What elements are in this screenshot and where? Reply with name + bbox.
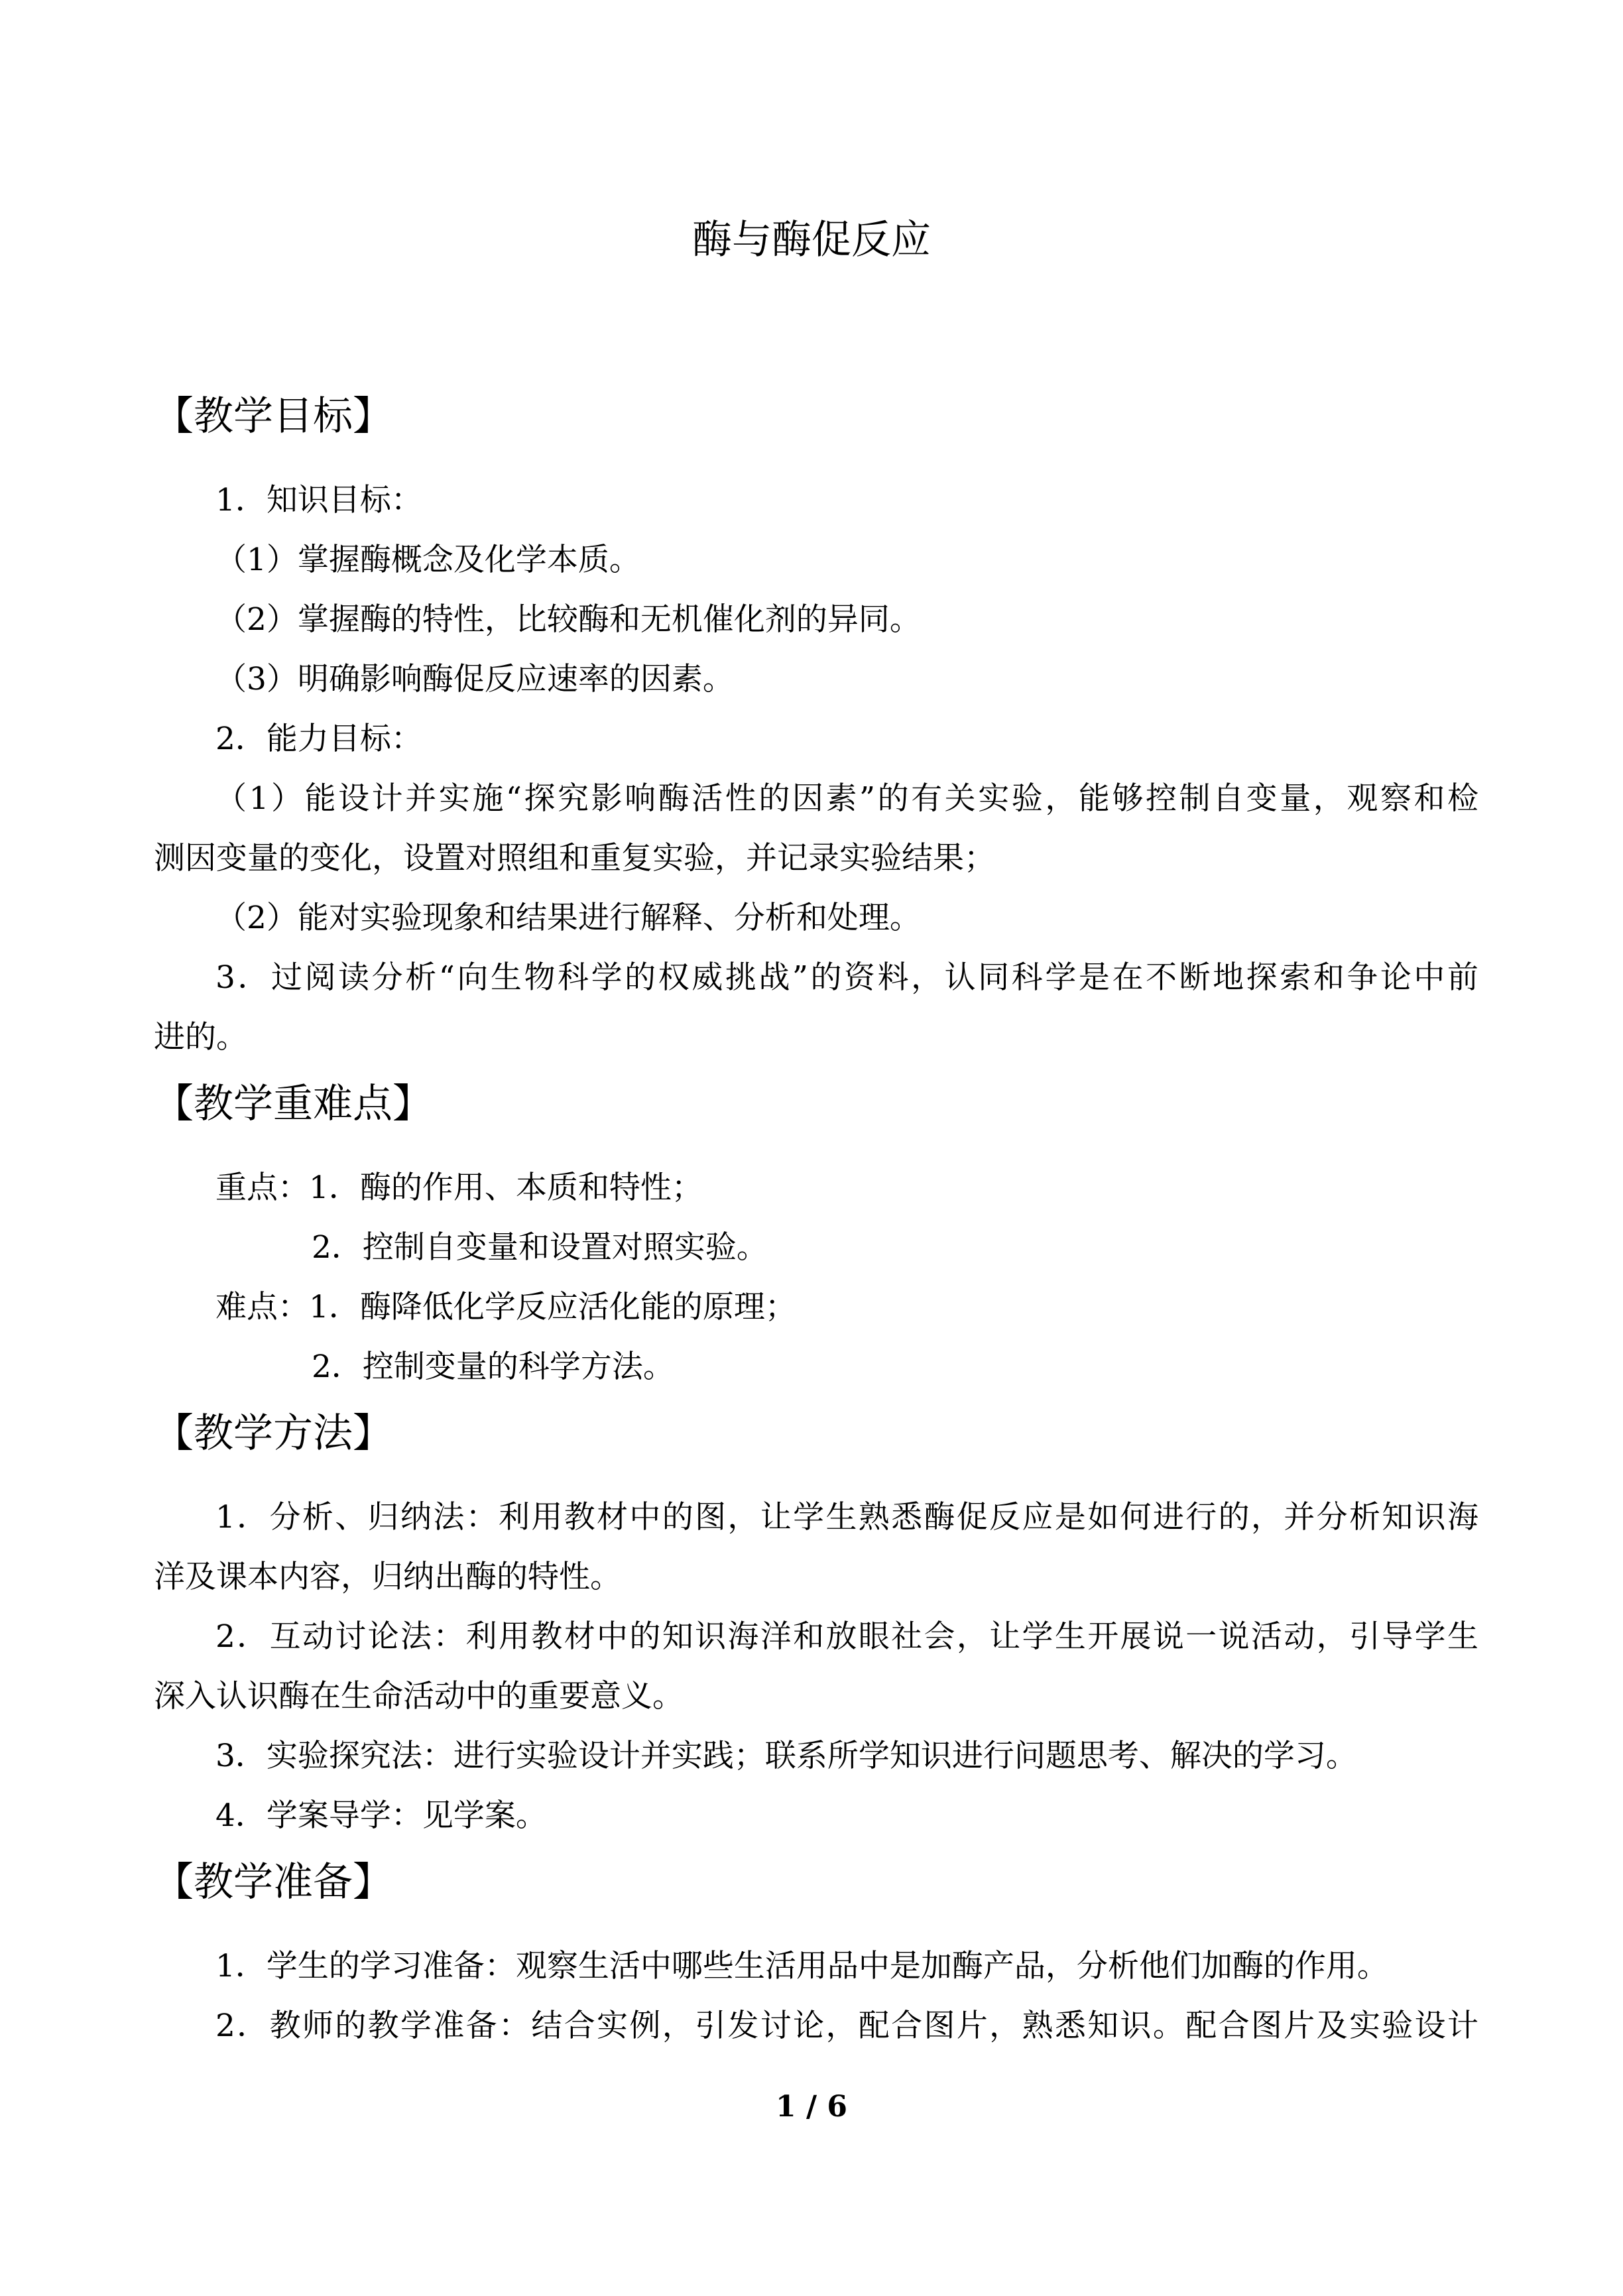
document-title: 酶与酶促反应 [692,217,931,263]
objectives-line: （2）掌握酶的特性，比较酶和无机催化剂的异同。 [215,601,921,638]
key-points-line: 难点：1．酶降低化学反应活化能的原理； [215,1289,796,1325]
objectives-line: （3）明确影响酶促反应速率的因素。 [215,661,734,697]
objectives-line: （1）能设计并实施“探究影响酶活性的因素”的有关实验，能够控制自变量，观察和检 [215,780,1478,817]
objectives-line: 1．知识目标： [215,482,422,518]
methods-line: 1．分析、归纳法：利用教材中的图，让学生熟悉酶促反应是如何进行的，并分析知识海 [215,1499,1478,1536]
objectives-line: 2．能力目标： [215,721,422,757]
methods-line: 4．学案导学：见学案。 [215,1797,547,1834]
key-points-line: 2．控制变量的科学方法。 [312,1349,674,1385]
objectives-line: 测因变量的变化，设置对照组和重复实验，并记录实验结果； [154,840,995,876]
methods-line: 深入认识酶在生命活动中的重要意义。 [154,1678,684,1715]
section-heading-key-points: 【教学重难点】 [154,1081,432,1127]
methods-line: 洋及课本内容，归纳出酶的特性。 [154,1559,621,1595]
objectives-line: （2）能对实验现象和结果进行解释、分析和处理。 [215,900,921,936]
methods-line: 2．互动讨论法：利用教材中的知识海洋和放眼社会，让学生开展说一说活动，引导学生 [215,1618,1478,1655]
key-points-line: 2．控制自变量和设置对照实验。 [312,1229,768,1266]
objectives-line: （1）掌握酶概念及化学本质。 [215,542,640,578]
methods-line: 3．实验探究法：进行实验设计并实践；联系所学知识进行问题思考、解决的学习。 [215,1738,1357,1774]
preparation-line: 2．教师的教学准备：结合实例，引发讨论，配合图片，熟悉知识。配合图片及实验设计 [215,2008,1478,2044]
page-number: 1 / 6 [776,2090,847,2124]
preparation-line: 1．学生的学习准备：观察生活中哪些生活用品中是加酶产品，分析他们加酶的作用。 [215,1948,1388,1984]
section-heading-methods: 【教学方法】 [154,1410,392,1457]
section-heading-objectives: 【教学目标】 [154,393,392,440]
objectives-line: 进的。 [154,1019,247,1056]
objectives-line: 3．过阅读分析“向生物科学的权威挑战”的资料，认同科学是在不断地探索和争论中前 [215,959,1478,996]
key-points-line: 重点：1．酶的作用、本质和特性； [215,1170,703,1206]
section-heading-preparation: 【教学准备】 [154,1859,392,1905]
